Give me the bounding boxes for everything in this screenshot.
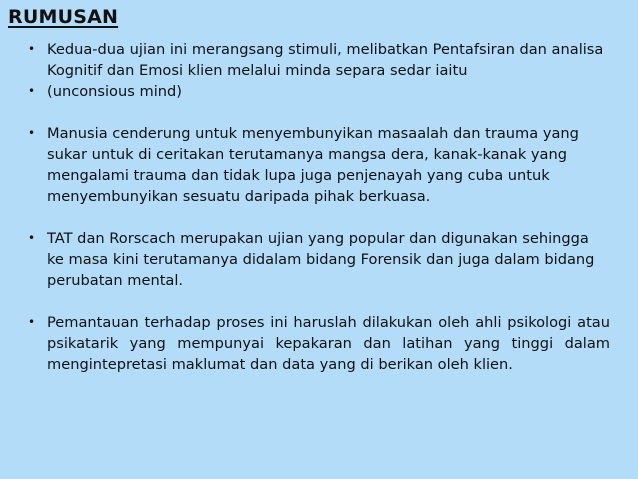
spacer: [28, 291, 610, 312]
bullet-point-icon: •: [28, 315, 36, 329]
bullet-text: Kedua-dua ujian ini merangsang stimuli, melibatkan Pentafsiran dan analisa Kognitif dan Emosi klien melalui minda separa sedar iaitu: [47, 41, 604, 79]
bullet-item: [28, 312, 610, 375]
bullet-text: TAT dan Rorscach merupakan ujian yang popular dan digunakan sehingga ke masa kini terutamanya didalam bidang Forensik dan juga dalam bidang perubatan mental.: [47, 230, 595, 289]
bullet-point-icon: •: [28, 126, 36, 140]
spacer: [28, 102, 610, 123]
bullet-point-icon: •: [28, 84, 36, 98]
bullet-list: [28, 39, 610, 375]
slide-title: RUMUSAN: [8, 6, 119, 28]
bullet-item: [28, 123, 610, 207]
bullet-item: [28, 39, 610, 81]
bullet-point-icon: •: [28, 42, 36, 56]
bullet-item: [28, 81, 610, 102]
bullet-item: [28, 228, 610, 291]
spacer: [28, 207, 610, 228]
bullet-text: Manusia cenderung untuk menyembunyikan masaalah dan trauma yang sukar untuk di ceritakan terutamanya mangsa dera, kanak-kanak yang mengalami trauma dan tidak lupa juga penjenayah yang cuba untuk menyembunyikan sesuatu daripada pihak berkuasa.: [47, 125, 579, 205]
bullet-text: Pemantauan terhadap proses ini haruslah dilakukan oleh ahli psikologi atau psikatarik yang mempunyai kepakaran dan latihan yang tinggi dalam mengintepretasi maklumat dan data yang di berikan oleh klien.: [47, 314, 610, 373]
bullet-point-icon: •: [28, 231, 36, 245]
bullet-text: (unconsious mind): [47, 83, 182, 100]
